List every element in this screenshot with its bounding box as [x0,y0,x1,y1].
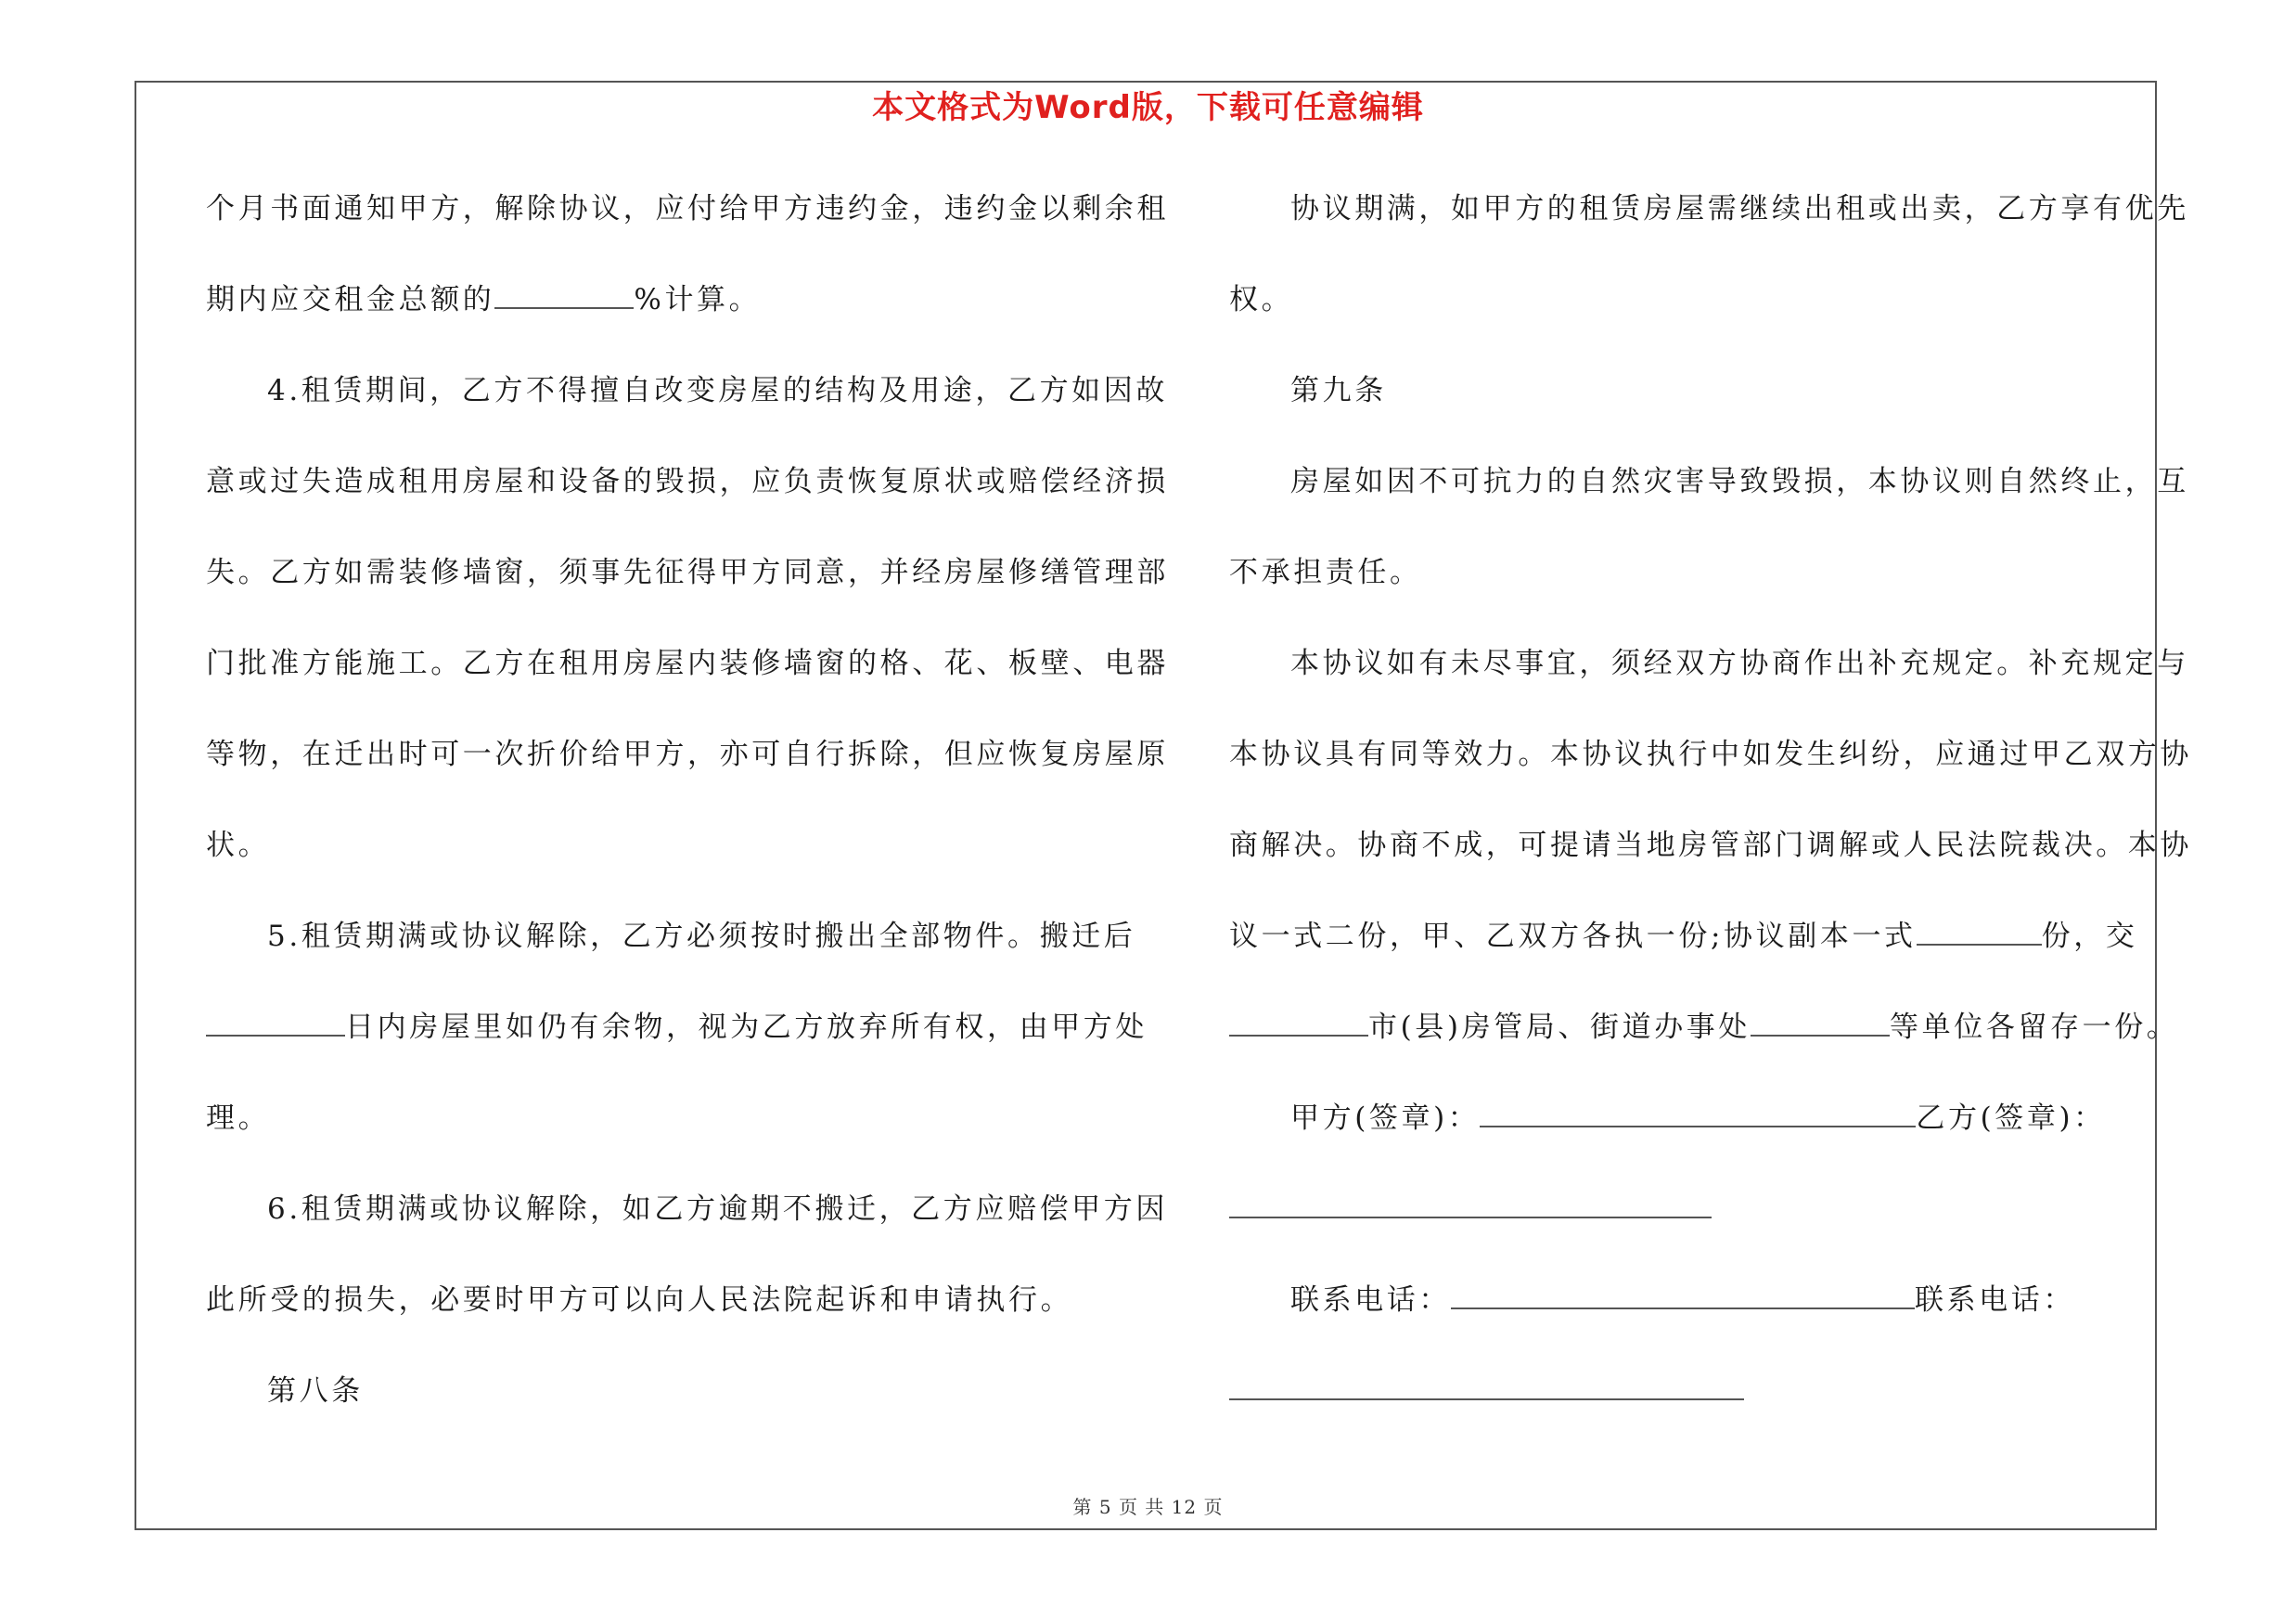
article-heading: 第八条 [267,1374,364,1408]
text-line: 商解决。协商不成，可提请当地房管部门调解或人民法院裁决。本协 [1229,829,2192,862]
party-b-phone-blank[interactable] [1229,1371,1744,1400]
text-line: 个月书面通知甲方，解除协议，应付给甲方违约金，违约金以剩余租 [206,192,1169,225]
party-b-signature-blank[interactable] [1229,1189,1712,1218]
fill-blank[interactable] [206,1007,345,1037]
phone-line [1229,1272,2166,1363]
right-column [1229,181,2192,1454]
signature-line [1229,1181,2166,1272]
text-fragment: %计算。 [634,283,762,316]
text-line [1229,999,2179,1090]
text-line [1229,908,2166,999]
text-line: 5.租赁期满或协议解除，乙方必须按时搬出全部物件。搬迁后 [267,920,1136,953]
party-a-phone-blank[interactable] [1451,1280,1915,1309]
text-line: 6.租赁期满或协议解除，如乙方逾期不搬迁，乙方应赔偿甲方因 [267,1192,1168,1226]
text-fragment: 等单位各留存一份。 [1890,1011,2179,1044]
text-line: 本协议如有未尽事宜，须经双方协商作出补充规定。补充规定与 [1290,647,2189,680]
text-line: 意或过失造成租用房屋和设备的毁损，应负责恢复原状或赔偿经济损 [206,465,1169,498]
text-line: 等物，在迁出时可一次折价给甲方，亦可自行拆除，但应恢复房屋原 [206,738,1169,771]
text-line: 门批准方能施工。乙方在租用房屋内装修墙窗的格、花、板壁、电器 [206,647,1169,680]
text-line: 不承担责任。 [1229,556,1422,589]
fill-blank[interactable] [494,279,634,309]
phone-line [1229,1363,2166,1454]
text-fragment: 份，交 [2041,920,2138,953]
signature-line [1229,1090,2166,1181]
text-line: 状。 [206,829,271,862]
party-b-signature-label: 乙方(签章)： [1916,1101,2106,1135]
text-line: 理。 [206,1101,271,1135]
text-fragment: 期内应交租金总额的 [206,283,495,316]
text-line [206,272,1134,363]
text-line [206,999,1148,1090]
format-banner: 本文格式为Word版，下载可任意编辑 [872,89,1424,126]
text-line: 4.租赁期间，乙方不得擅自改变房屋的结构及用途，乙方如因故 [267,374,1168,407]
party-a-phone-label: 联系电话： [1290,1283,1451,1317]
article-heading: 第九条 [1290,374,1387,407]
party-a-signature-label: 甲方(签章)： [1290,1101,1481,1135]
text-line: 失。乙方如需装修墙窗，须事先征得甲方同意，并经房屋修缮管理部 [206,556,1169,589]
text-line: 权。 [1229,283,1294,316]
text-line: 房屋如因不可抗力的自然灾害导致毁损，本协议则自然终止，互 [1290,465,2189,498]
fill-blank[interactable] [1229,1007,1368,1037]
text-fragment: 议一式二份，甲、乙双方各执一份;协议副本一式 [1229,920,1917,953]
left-column [206,181,1169,1454]
page-number: 第 5 页 共 12 页 [1072,1496,1224,1518]
text-fragment: 市(县)房管局、街道办事处 [1368,1011,1751,1044]
fill-blank[interactable] [1917,916,2042,946]
text-line: 此所受的损失，必要时甲方可以向人民法院起诉和申请执行。 [206,1283,1073,1317]
party-a-signature-blank[interactable] [1480,1098,1916,1127]
text-fragment: 日内房屋里如仍有余物，视为乙方放弃所有权，由甲方处 [345,1011,1148,1044]
fill-blank[interactable] [1751,1007,1890,1037]
text-line: 本协议具有同等效力。本协议执行中如发生纠纷，应通过甲乙双方协 [1229,738,2192,771]
party-b-phone-label: 联系电话： [1915,1283,2075,1317]
text-line: 协议期满，如甲方的租赁房屋需继续出租或出卖，乙方享有优先 [1290,192,2189,225]
